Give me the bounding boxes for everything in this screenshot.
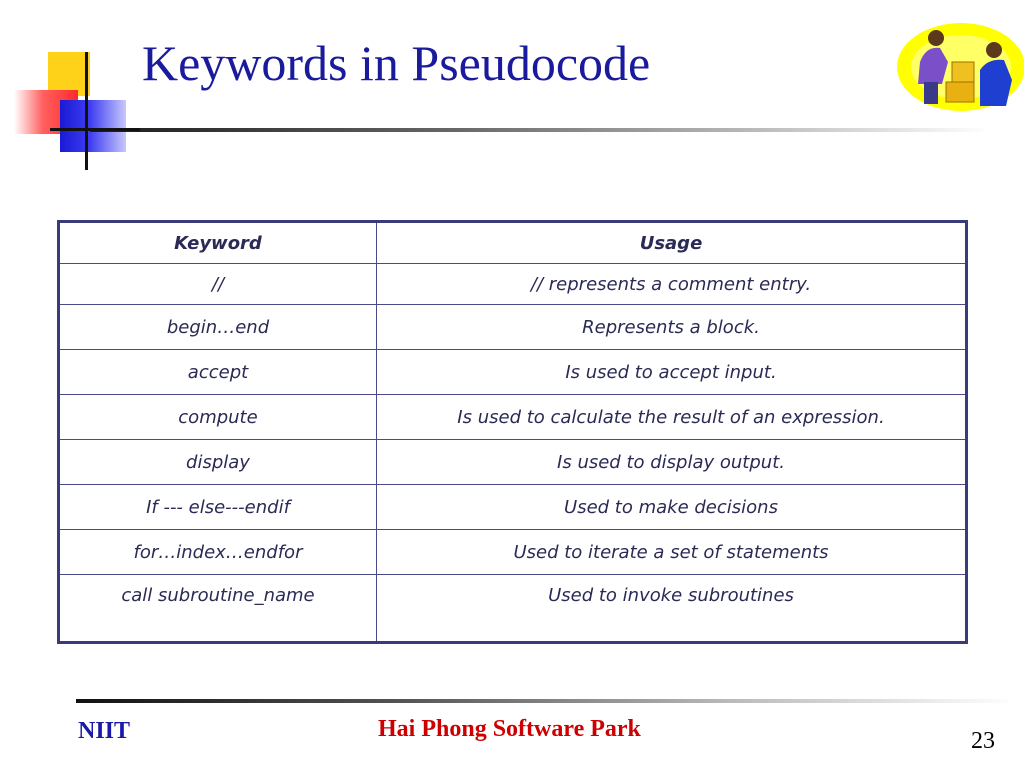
usage-cell: Is used to calculate the result of an expression. xyxy=(377,395,967,440)
usage-cell: Used to invoke subroutines xyxy=(377,575,967,643)
logo-vertical-line xyxy=(85,52,88,170)
usage-cell: Is used to accept input. xyxy=(377,350,967,395)
logo-horizontal-line xyxy=(50,128,140,131)
table-row xyxy=(59,440,967,485)
people-exchanging-box-icon xyxy=(896,22,1024,112)
keyword-cell: If --- else---endif xyxy=(59,485,377,530)
table-row xyxy=(59,305,967,350)
header-usage: Usage xyxy=(377,222,967,264)
title-underline xyxy=(90,128,990,132)
footer-location-label: Hai Phong Software Park xyxy=(378,716,641,742)
logo-blue-square xyxy=(60,100,126,152)
usage-cell: // represents a comment entry. xyxy=(377,264,967,305)
keyword-cell: call subroutine_name xyxy=(59,575,377,643)
usage-cell: Represents a block. xyxy=(377,305,967,350)
footer-divider xyxy=(76,699,1016,703)
keyword-cell: compute xyxy=(59,395,377,440)
keyword-cell: accept xyxy=(59,350,377,395)
table-row xyxy=(59,530,967,575)
table-row xyxy=(59,485,967,530)
slide-title: Keywords in Pseudocode xyxy=(142,35,651,91)
keyword-cell: for…index…endfor xyxy=(59,530,377,575)
table-row xyxy=(59,575,967,643)
footer-org-label: NIIT xyxy=(78,718,131,744)
header-keyword: Keyword xyxy=(59,222,377,264)
usage-cell: Used to iterate a set of statements xyxy=(377,530,967,575)
keyword-cell: // xyxy=(59,264,377,305)
slide-number: 23 xyxy=(971,728,995,754)
keywords-table xyxy=(57,220,968,644)
table-row xyxy=(59,264,967,305)
table-header-row xyxy=(59,222,967,264)
keyword-cell: display xyxy=(59,440,377,485)
usage-cell: Is used to display output. xyxy=(377,440,967,485)
table-row xyxy=(59,350,967,395)
keyword-cell: begin…end xyxy=(59,305,377,350)
usage-cell: Used to make decisions xyxy=(377,485,967,530)
table-row xyxy=(59,395,967,440)
